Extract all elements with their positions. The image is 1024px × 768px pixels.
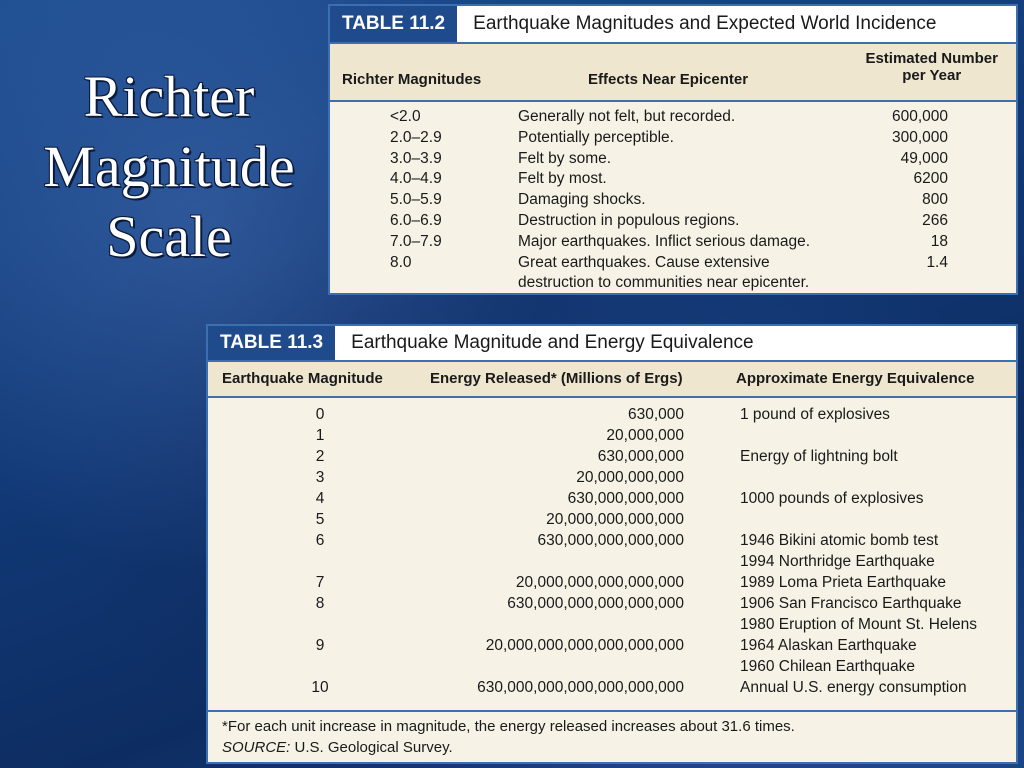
col-header-energy: Energy Released* (Millions of Ergs): [430, 370, 683, 387]
cell-energy: 20,000,000,000,000: [546, 511, 684, 528]
table-header-bar: [208, 326, 1016, 362]
cell-energy: 630,000,000: [597, 448, 684, 465]
column-headers: [208, 362, 1016, 398]
cell-equivalence: 1989 Loma Prieta Earthquake: [740, 574, 946, 591]
cell-magnitude: 2.0–2.9: [390, 128, 442, 146]
cell-count: 300,000: [891, 128, 948, 146]
cell-energy: 20,000,000,000,000,000: [515, 574, 684, 591]
slide-title: [10, 62, 328, 272]
cell-energy: 630,000,000,000,000,000,000: [477, 679, 684, 696]
cell-equivalence: Energy of lightning bolt: [740, 448, 898, 465]
cell-magnitude: <2.0: [390, 108, 421, 125]
cell-count: 6200: [913, 170, 948, 188]
table-title: Earthquake Magnitude and Energy Equivalence: [351, 332, 754, 353]
cell-effect: Potentially perceptible.: [518, 128, 674, 146]
table-header-bar: [330, 6, 1016, 44]
table-label: TABLE 11.2: [330, 6, 457, 42]
cell-energy: 630,000: [627, 406, 684, 423]
cell-equivalence: 1994 Northridge Earthquake: [740, 553, 935, 570]
cell-count: 800: [922, 191, 948, 209]
cell-magnitude: 3.0–3.9: [390, 149, 442, 167]
cell-count: 49,000: [900, 149, 948, 167]
slide-title-line: Scale: [106, 204, 232, 269]
table-11-2: [328, 4, 1018, 295]
cell-magnitude: 4.0–4.9: [390, 170, 442, 188]
cell-equivalence: 1980 Eruption of Mount St. Helens: [740, 616, 977, 633]
cell-magnitude: 8.0: [390, 253, 412, 271]
cell-equivalence: 1946 Bikini atomic bomb test: [740, 532, 939, 549]
cell-effect: Felt by most.: [518, 170, 607, 188]
cell-count: 1.4: [926, 253, 948, 271]
cell-effect: Destruction in populous regions.: [518, 212, 740, 229]
cell-energy: 20,000,000: [606, 427, 684, 444]
cell-equivalence: 1964 Alaskan Earthquake: [740, 637, 917, 654]
cell-energy: 630,000,000,000: [567, 490, 684, 507]
cell-count: 18: [930, 232, 948, 250]
cell-magnitude: 5.0–5.9: [390, 191, 442, 209]
cell-count: 600,000: [891, 108, 948, 125]
col-header-magnitude: Earthquake Magnitude: [222, 370, 383, 387]
source-line: [222, 737, 1002, 758]
cell-equivalence: 1960 Chilean Earthquake: [740, 658, 915, 675]
table-label: TABLE 11.3: [208, 326, 335, 360]
col-header-magnitude: Richter Magnitudes: [342, 71, 482, 88]
footnote: *For each unit increase in magnitude, the energy released increases about 31.6 times.: [222, 718, 795, 735]
cell-magnitude: 7.0–7.9: [390, 232, 442, 250]
cell-effect: Damaging shocks.: [518, 191, 646, 209]
slide-title-line: Richter: [83, 64, 255, 129]
slide-title-line: Magnitude: [43, 134, 295, 199]
col-header-effects: Effects Near Epicenter: [588, 71, 749, 88]
cell-magnitude: 6.0–6.9: [390, 212, 442, 229]
cell-equivalence: Annual U.S. energy consumption: [740, 679, 967, 696]
cell-effect: Generally not felt, but recorded.: [518, 108, 736, 125]
source-label: SOURCE:: [222, 739, 291, 756]
cell-energy: 20,000,000,000: [576, 469, 684, 486]
cell-effect: Major earthquakes. Inflict serious damage.: [518, 232, 811, 250]
cell-count: 266: [922, 212, 948, 229]
table-footer: [208, 710, 1016, 762]
cell-energy: 630,000,000,000,000,000: [507, 595, 684, 612]
col-header-count: [865, 50, 998, 84]
cell-equivalence: 1 pound of explosives: [740, 406, 890, 423]
col-header-equivalence: Approximate Energy Equivalence: [736, 370, 975, 387]
cell-energy: 20,000,000,000,000,000,000: [485, 637, 684, 654]
cell-effect: Felt by some.: [518, 149, 612, 167]
cell-effect: Great earthquakes. Cause extensive: [518, 253, 770, 271]
cell-equivalence: 1000 pounds of explosives: [740, 490, 924, 507]
col-header-count-line: Estimated Number: [865, 50, 998, 67]
cell-effect: destruction to communities near epicenter.: [518, 274, 810, 292]
cell-equivalence: 1906 San Francisco Earthquake: [740, 595, 962, 612]
source-text: U.S. Geological Survey.: [290, 739, 453, 756]
col-header-count-line: per Year: [902, 67, 962, 84]
table-11-3: TABLE 11.3 Earthquake Magnitude and Energy Equivalence Earthquake Magnitude Energy Released* (Millions of Ergs) Approximate Energy Equivalence 0 630,000 1 pound of explosives 1 20,000,000 2 630,000,000 Energy of lightning bolt 3 20,000,000,000 4 630,000,000,000 1000 pounds of explosives 5 20,000,000,000,000 6 630,000,000,000,000 1946 Bikini atomic bomb test 1994 Northridge Earthquake 7 20,000,000,000,000,000 1989 Loma Prieta Earthquake 8 630,000,000,000,000,000 1906 San Francisco Earthquake 1980 Eruption of Mount St. Helens 9 20,000,000,000,000,000,000 1964 Alaskan Earthquake 1960 Chilean Earthquake 10 630,000,000,000,000,000,000 Annual U.S. energy consumption *For each unit increase in magnitude, the energy released increases about 31.6 times. SOURCE: U.S. Geological Survey.: [206, 324, 1018, 764]
table-title: Earthquake Magnitudes and Expected World Incidence: [473, 13, 937, 34]
cell-energy: 630,000,000,000,000: [537, 532, 684, 549]
column-headers: [330, 44, 1016, 102]
